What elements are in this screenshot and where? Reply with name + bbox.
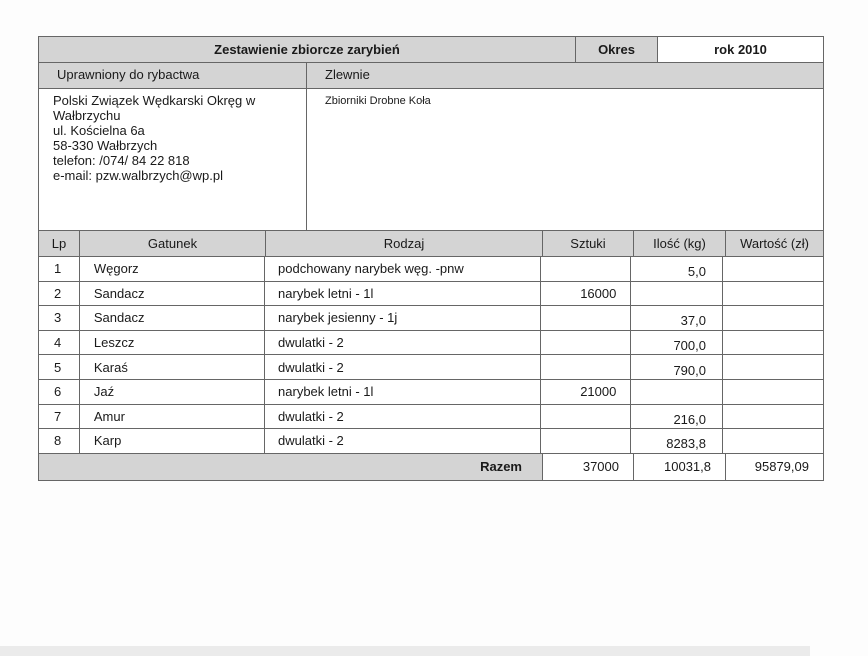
cell-species: Węgorz xyxy=(80,257,265,282)
address-line: Polski Związek Wędkarski Okręg w xyxy=(53,93,256,108)
cell-species: Sandacz xyxy=(80,306,265,331)
table-header xyxy=(39,231,823,257)
cell-value xyxy=(723,331,823,356)
authorized-label: Uprawniony do rybactwa xyxy=(39,63,307,89)
cell-lp: 5 xyxy=(39,355,80,380)
redacted-value xyxy=(753,309,817,327)
redacted-value xyxy=(753,358,817,376)
cell-lp: 6 xyxy=(39,380,80,405)
col-species-header: Gatunek xyxy=(80,231,266,257)
cell-quantity xyxy=(631,282,723,307)
cell-type: narybek jesienny - 1j xyxy=(265,306,541,331)
basin-value-cell xyxy=(307,89,823,231)
table-row xyxy=(39,331,823,356)
col-pieces-header: Sztuki xyxy=(543,231,634,257)
basin-value: Zbiorniki Drobne Koła xyxy=(325,95,431,107)
cell-pieces xyxy=(541,331,632,356)
cell-quantity: 216,0 xyxy=(631,405,723,430)
cell-value xyxy=(723,429,823,454)
cell-type: dwulatki - 2 xyxy=(265,331,541,356)
cell-type: dwulatki - 2 xyxy=(265,429,541,454)
total-quantity: 10031,8 xyxy=(634,454,726,480)
total-value: 95879,09 xyxy=(726,454,823,480)
cell-species: Sandacz xyxy=(80,282,265,307)
table-row xyxy=(39,405,823,430)
cell-lp: 8 xyxy=(39,429,80,454)
cell-type: narybek letni - 1l xyxy=(265,282,541,307)
cell-value xyxy=(723,306,823,331)
cell-pieces xyxy=(541,429,632,454)
cell-quantity: 37,0 xyxy=(631,306,723,331)
cell-pieces xyxy=(541,355,632,380)
summary-document xyxy=(38,36,824,481)
cell-species: Amur xyxy=(80,405,265,430)
cell-value xyxy=(723,380,823,405)
table-row xyxy=(39,380,823,405)
scan-edge xyxy=(0,646,810,656)
total-row xyxy=(39,454,823,480)
document-header xyxy=(39,37,823,63)
cell-pieces: 21000 xyxy=(541,380,632,405)
total-pieces: 37000 xyxy=(543,454,634,480)
cell-pieces xyxy=(541,257,632,282)
cell-value xyxy=(723,405,823,430)
cell-pieces xyxy=(541,405,632,430)
basin-label: Zlewnie xyxy=(307,63,823,89)
cell-value xyxy=(723,282,823,307)
cell-lp: 2 xyxy=(39,282,80,307)
cell-pieces xyxy=(541,306,632,331)
authorized-address xyxy=(39,89,307,231)
redacted-value xyxy=(753,432,817,450)
section-labels xyxy=(39,63,823,89)
col-lp-header: Lp xyxy=(39,231,80,257)
cell-lp: 4 xyxy=(39,331,80,356)
address-line: Wałbrzychu xyxy=(53,108,121,123)
cell-value xyxy=(723,257,823,282)
table-row xyxy=(39,257,823,282)
document-title: Zestawienie zbiorcze zarybień xyxy=(39,37,576,63)
cell-lp: 7 xyxy=(39,405,80,430)
table-row xyxy=(39,306,823,331)
cell-value xyxy=(723,355,823,380)
total-label: Razem xyxy=(39,454,543,480)
cell-quantity: 5,0 xyxy=(631,257,723,282)
address-line: 58-330 Wałbrzych xyxy=(53,138,158,153)
cell-quantity xyxy=(631,380,723,405)
table-row xyxy=(39,355,823,380)
cell-species: Jaź xyxy=(80,380,265,405)
redacted-value xyxy=(753,407,817,425)
address-line: e-mail: pzw.walbrzych@wp.pl xyxy=(53,168,223,183)
period-label: Okres xyxy=(576,37,658,63)
address-line: telefon: /074/ 84 22 818 xyxy=(53,153,190,168)
col-quantity-header: Ilość (kg) xyxy=(634,231,726,257)
cell-quantity: 790,0 xyxy=(631,355,723,380)
address-line: ul. Kościelna 6a xyxy=(53,123,145,138)
redacted-value xyxy=(753,334,817,352)
redacted-value xyxy=(753,383,817,401)
cell-type: podchowany narybek węg. -pnw xyxy=(265,257,541,282)
cell-quantity: 700,0 xyxy=(631,331,723,356)
cell-lp: 3 xyxy=(39,306,80,331)
cell-type: dwulatki - 2 xyxy=(265,405,541,430)
cell-species: Karp xyxy=(80,429,265,454)
address-section xyxy=(39,89,823,231)
table-row xyxy=(39,282,823,307)
redacted-value xyxy=(753,284,817,302)
cell-type: narybek letni - 1l xyxy=(265,380,541,405)
cell-pieces: 16000 xyxy=(541,282,632,307)
period-value: rok 2010 xyxy=(658,37,823,63)
cell-species: Leszcz xyxy=(80,331,265,356)
cell-quantity: 8283,8 xyxy=(631,429,723,454)
col-value-header: Wartość (zł) xyxy=(726,231,823,257)
redacted-value xyxy=(753,260,817,278)
cell-type: dwulatki - 2 xyxy=(265,355,541,380)
col-type-header: Rodzaj xyxy=(266,231,543,257)
cell-species: Karaś xyxy=(80,355,265,380)
table-row xyxy=(39,429,823,454)
cell-lp: 1 xyxy=(39,257,80,282)
